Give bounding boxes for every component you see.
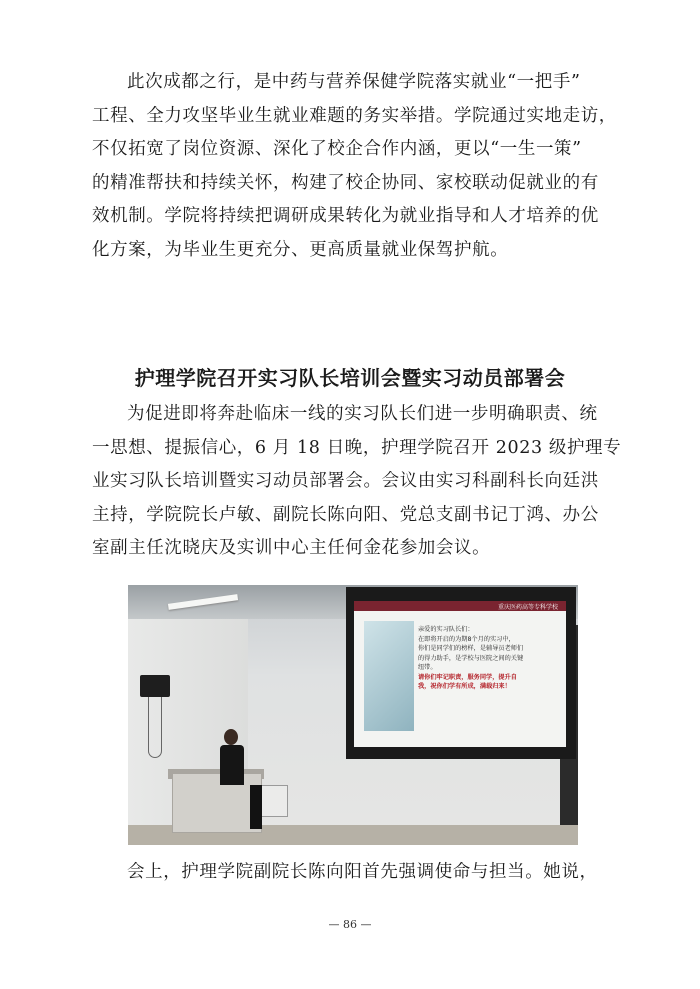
slide-line: 你们是同学们的榜样，是辅导员老师们: [418, 645, 524, 652]
paragraph-line: 的精准帮扶和持续关怀，构建了校企协同、家校联动促就业的有: [92, 172, 599, 193]
paragraph-line: 工程、全力攻坚毕业生就业难题的务实举措。学院通过实地走访，: [92, 105, 617, 126]
speaker-head: [224, 729, 238, 745]
meeting-photo: [128, 585, 578, 845]
paragraph-line: 室副主任沈晓庆及实训中心主任何金花参加会议。: [92, 538, 491, 558]
wall-speaker: [140, 675, 170, 697]
slide-line: 纽带。: [418, 664, 437, 671]
slide-line: 亲爱的实习队长们：: [418, 626, 474, 633]
paragraph-line: 不仅拓宽了岗位资源、深化了校企合作内涵，更以“一生一策”: [92, 139, 582, 159]
paragraph-meeting-intro: [92, 398, 622, 566]
wall-cable: [148, 697, 162, 758]
slide-header-band: [354, 601, 566, 611]
paragraph-chengdu-visit: [92, 66, 617, 267]
paragraph-line: 业实习队长培训暨实习动员部署会。会议由实习科副科长向廷洪: [92, 471, 599, 491]
page-number: — 86 —: [328, 918, 372, 931]
slide-line: 的得力助手，是学校与医院之间的关键: [418, 654, 524, 662]
section-heading: 护理学院召开实习队长培训会暨实习动员部署会: [134, 366, 566, 390]
slide-image: [364, 621, 414, 731]
paragraph-line: 一思想、提振信心，6 月 18 日晚，护理学院召开 2023 级护理专: [92, 437, 622, 458]
slide-line: 我，祝你们学有所成，满载归来！: [418, 683, 511, 690]
speaker-leg: [250, 785, 262, 829]
speaker-body: [220, 745, 244, 785]
slide-text: [418, 625, 554, 692]
slide-line: 在即将开启的为期8个月的实习中，: [418, 635, 515, 643]
paragraph-closing: [92, 856, 612, 890]
paragraph-line: 效机制。学院将持续把调研成果转化为就业指导和人才培养的优: [92, 206, 599, 226]
paragraph-line: 此次成都之行，是中药与营养保健学院落实就业“一把手”: [127, 72, 581, 92]
projection-screen: [354, 601, 566, 747]
slide-header-title: 重庆医药高等专科学校: [497, 604, 558, 611]
slide-line: 请你们牢记职责，服务同学，提升自: [418, 673, 517, 681]
podium: [172, 773, 262, 833]
paragraph-line: 为促进即将奔赴临床一线的实习队长们进一步明确职责、统: [127, 404, 598, 424]
paragraph-line: 主持，学院院长卢敏、副院长陈向阳、党总支副书记丁鸿、办公: [92, 504, 599, 525]
paragraph-line: 化方案，为毕业生更充分、更高质量就业保驾护航。: [92, 239, 509, 260]
paragraph-line: 会上，护理学院副院长陈向阳首先强调使命与担当。她说，: [127, 862, 598, 882]
